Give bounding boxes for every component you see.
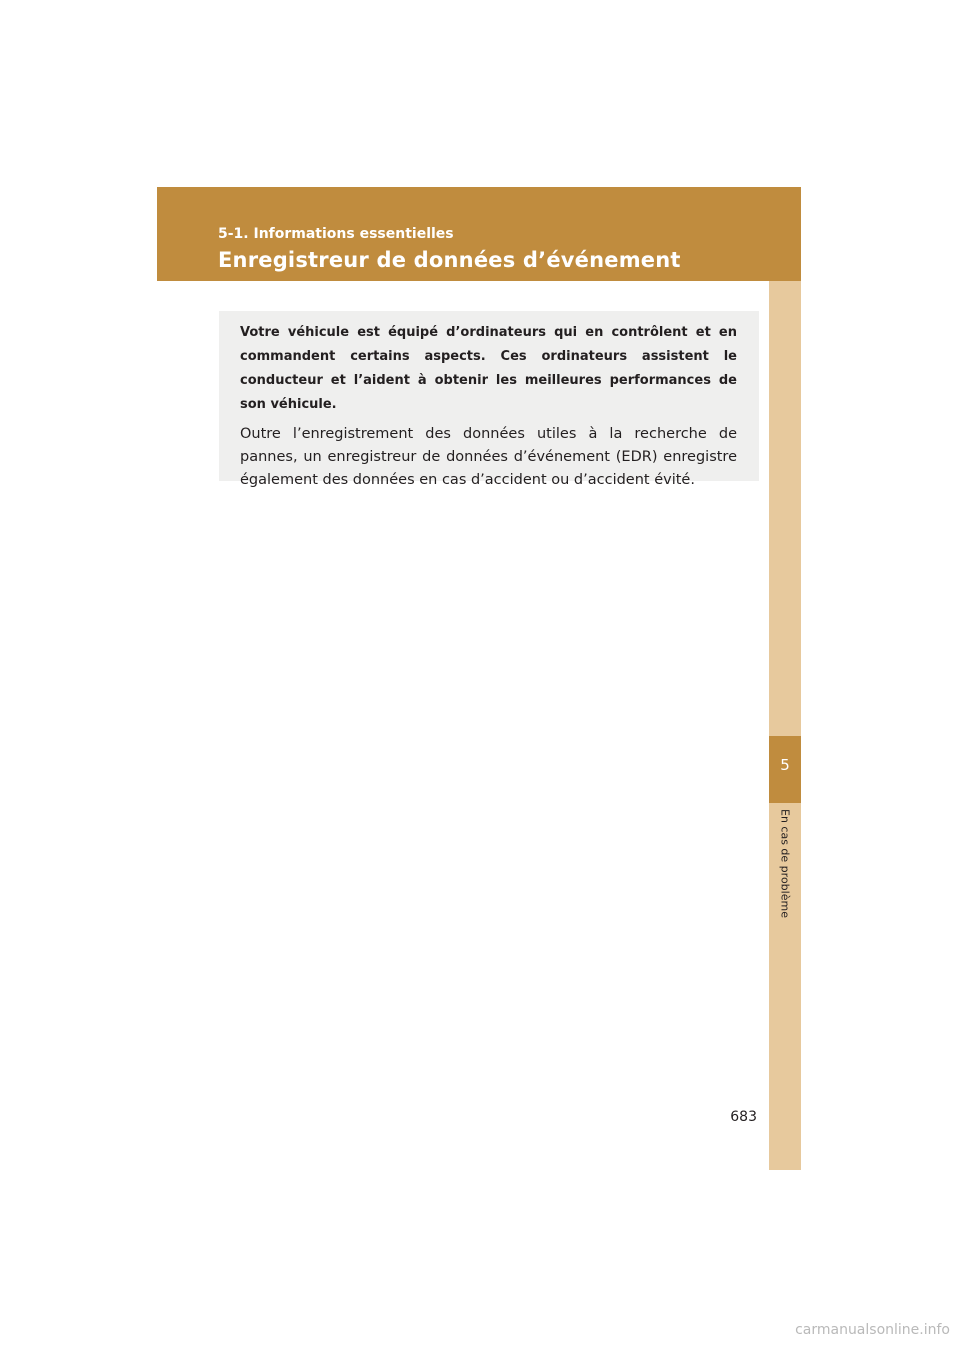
header-band xyxy=(157,187,801,281)
intro-box xyxy=(219,311,759,488)
chapter-number: 5 xyxy=(780,756,790,774)
chapter-name: En cas de problème xyxy=(778,809,792,918)
intro-bold-paragraph: Votre véhicule est équipé d’ordinateurs qui en contrôlent et en commandent certains aspects. Ces ordinateurs assistent le conducteur et l’aident à obtenir les meilleures performances de son véhicule. xyxy=(240,325,737,412)
page-number: 683 xyxy=(730,1109,757,1125)
chapter-side-tab[interactable] xyxy=(769,281,801,1170)
section-label: 5-1. Informations essentielles xyxy=(218,226,454,242)
intro-body-paragraph: Outre l’enregistrement des données utiles à la recherche de pannes, un enregistreur de données d’événement (EDR) enregistre également des données en cas d’accident ou d’accident évité. xyxy=(240,426,737,488)
watermark: carmanualsonline.info xyxy=(795,1322,950,1338)
page-title: Enregistreur de données d’événement xyxy=(218,248,681,272)
chapter-number-box xyxy=(769,736,801,803)
